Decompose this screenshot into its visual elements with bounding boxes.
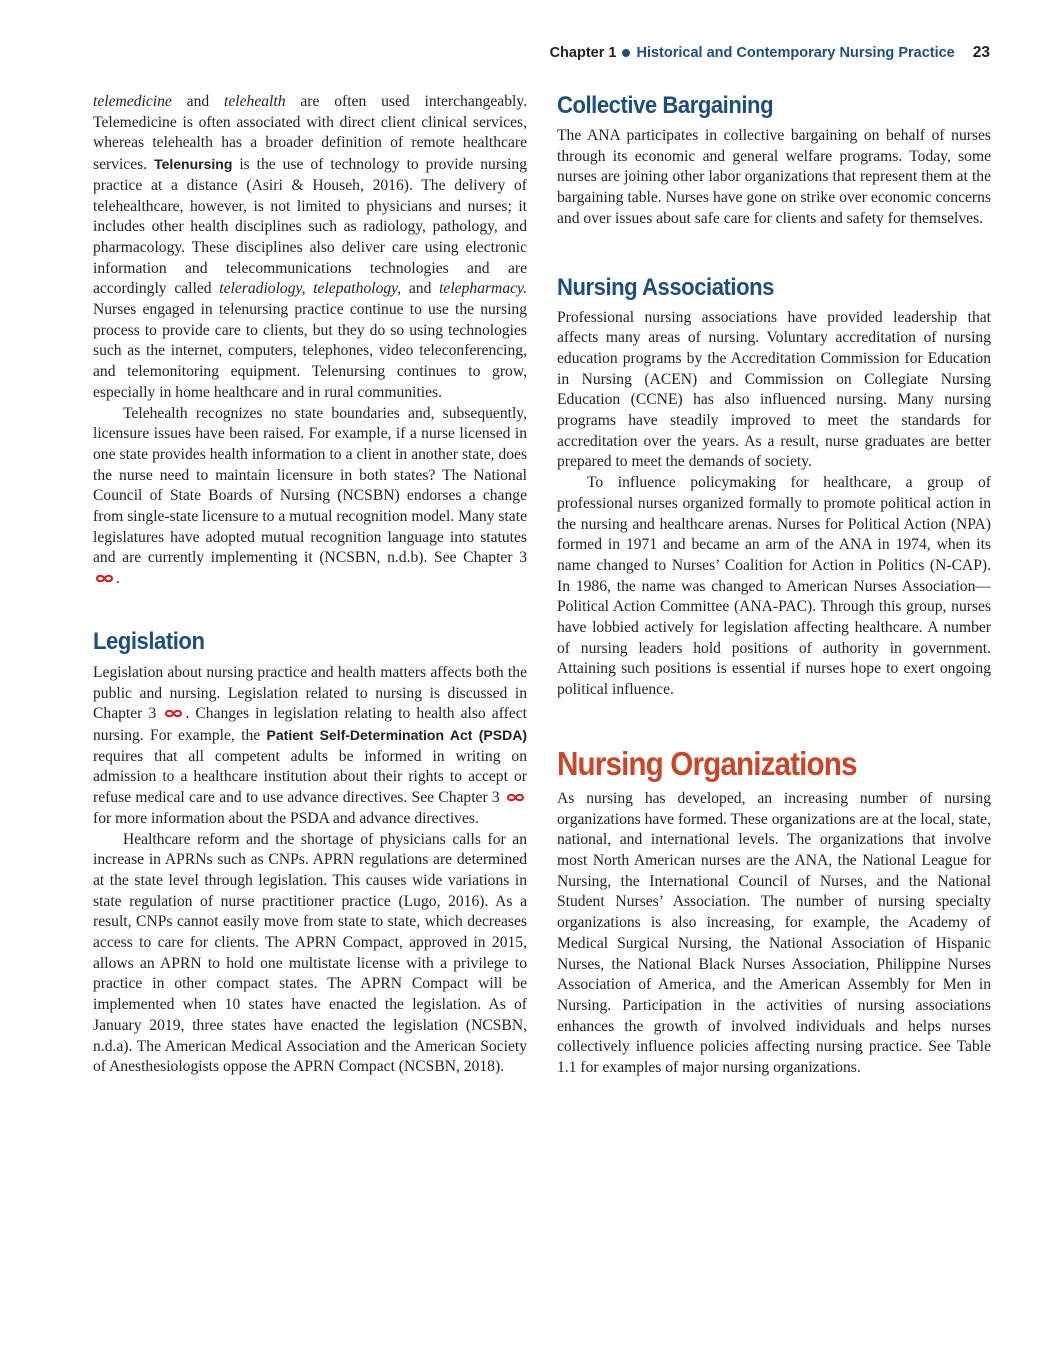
right-column (557, 92, 991, 1079)
left-column (93, 92, 527, 1078)
key-term: Patient Self-Determination Act (PSDA) (266, 726, 527, 743)
italic-term: telemedicine (93, 93, 172, 110)
key-term: Telenursing (154, 156, 233, 173)
aprn-paragraph: Healthcare reform and the shortage of physicians calls for an increase in APRNs such as CNPs. APRN regulations are determined at the state level through legislation. This causes wide variations in state regulation of nurse practitioner practice (Lugo, 2016). As a result, CNPs cannot easily move from state to state, which decreases access to care for clients. The APRN Compact, approved in 2015, allows an APRN to hold one multistate license with a privilege to practice in other compact states. The APRN Compact will be implemented when 10 states have enacted the legislation. As of January 2019, three states have enacted the legislation (NCSBN, n.d.a). The American Medical Association and the American Society of Anesthesiologists oppose the APRN Compact (NCSBN, 2018). (93, 830, 527, 1076)
legislation-heading: Legislation (93, 627, 205, 655)
nursing-organizations-heading: Nursing Organizations (557, 744, 857, 782)
page-number: 23 (972, 44, 990, 61)
infinity-link-icon[interactable] (506, 792, 525, 803)
italic-term: telehealth (224, 93, 286, 110)
telehealth-paragraph: telemedicine and telehealth are often used interchangeably. Telemedicine is often associated with direct client clinical services, whereas telehealth has a broader definition of remote healthcare services. Telenursing is the use of technology to provide nursing practice at a distance (Asiri & Househ, 2016). The delivery of telehealthcare, however, is not limited to physicians and nurses; it includes other health disciplines such as radiology, pathology, and pharmacology. These disciplines also deliver care using electronic information and telecommunications technologies and are accordingly called teleradiology, telepathology, and telepharmacy. Nurses engaged in telenursing practice continue to use the nursing process to provide care to clients, but they do so using technologies such as the internet, computers, telephones, video teleconferencing, and telemonitoring equipment. Telenursing continues to grow, especially in home healthcare and in rural communities. (93, 93, 528, 401)
collective-bargaining-paragraph: The ANA participates in collective bargaining on behalf of nurses through its economic and general welfare programs. Today, some nurses are joining other labor organizations that represent them at the bargaining table. Nurses have gone on strike over economic concerns and over issues about safe care for clients and safety for themselves. (557, 127, 991, 227)
associations-paragraph-2: To influence policymaking for healthcare, a group of professional nurses organized formally to promote political action in the nursing and healthcare arenas. Nurses for Political Action (NPA) formed in 1971 and became an arm of the ANA in 1974, when its name changed to Nurses’ Coalition for Action in Politics (N-CAP). In 1986, the name was changed to American Nurses Association—Political Action Committee (ANA-PAC). Through this group, nurses have lobbied actively for legislation affecting healthcare. A number of nursing leaders hold positions of authority in government. Attaining such positions is essential if nurses hope to exert ongoing political influence. (557, 474, 991, 699)
collective-bargaining-heading: Collective Bargaining (557, 92, 774, 119)
legislation-paragraph: Legislation about nursing practice and health matters affects both the public and nursing. Legislation related to nursing is discussed in Chapter 3 . Changes in legislation relating to health also affect nursing. For example, the Patient Self-Determination Act (PSDA) requires that all competent adults be informed in writing on admission to a healthcare institution about their rights to accept or refuse medical care and to use advance directives. See Chapter 3 for more information about the PSDA and advance directives. (93, 663, 528, 827)
organizations-paragraph: As nursing has developed, an increasing number of nursing organizations have formed. These organizations are at the local, state, national, and international levels. The organizations that involve most North American nurses are the ANA, the National League for Nursing, the International Council of Nurses, and the National Student Nurses’ Association. The number of nursing specialty organizations is also increasing, for example, the Academy of Medical Surgical Nursing, the National Association of Hispanic Nurses, the National Black Nurses Association, Philippine Nurses Association of America, and the American Assembly for Men in Nursing. Participation in the activities of nursing associations enhances the growth of involved individuals and helps nurses collectively influence policies affecting nursing practice. See Table 1.1 for examples of major nursing organizations. (557, 789, 991, 1077)
italic-term: telepharmacy. (439, 280, 527, 298)
associations-paragraph-1: Professional nursing associations have provided leadership that affects many areas of nursing. Voluntary accreditation of nursing education programs by the Accreditation Commission for Education in Nursing (ACEN) and Commission on Collegiate Nursing Education (CCNE) has also influenced nursing. Many nursing programs have steadily improved to meet the standards for accreditation over the years. As a result, nurse graduates are better prepared to meet the demands of society. (557, 308, 991, 471)
running-header (550, 44, 990, 62)
nursing-associations-heading: Nursing Associations (557, 273, 774, 301)
chapter-title: Historical and Contemporary Nursing Practice (636, 45, 955, 61)
chapter-label: Chapter 1 (549, 45, 617, 61)
italic-term: teleradiology, telepathology, (219, 280, 402, 298)
licensure-paragraph: Telehealth recognizes no state boundaries and, subsequently, licensure issues have been raised. For example, if a nurse licensed in one state provides health information to a client in another state, does the nurse need to maintain licensure in both states? The National Council of State Boards of Nursing (NCSBN) endorses a change from single-state licensure to a mutual recognition model. Many state legislatures have adopted mutual recognition language into statutes and are currently implementing it (NCSBN, n.d.b). See Chapter 3 . (93, 404, 527, 588)
infinity-link-icon[interactable] (95, 573, 114, 584)
infinity-link-icon[interactable] (164, 708, 183, 719)
bullet-icon (622, 49, 630, 57)
